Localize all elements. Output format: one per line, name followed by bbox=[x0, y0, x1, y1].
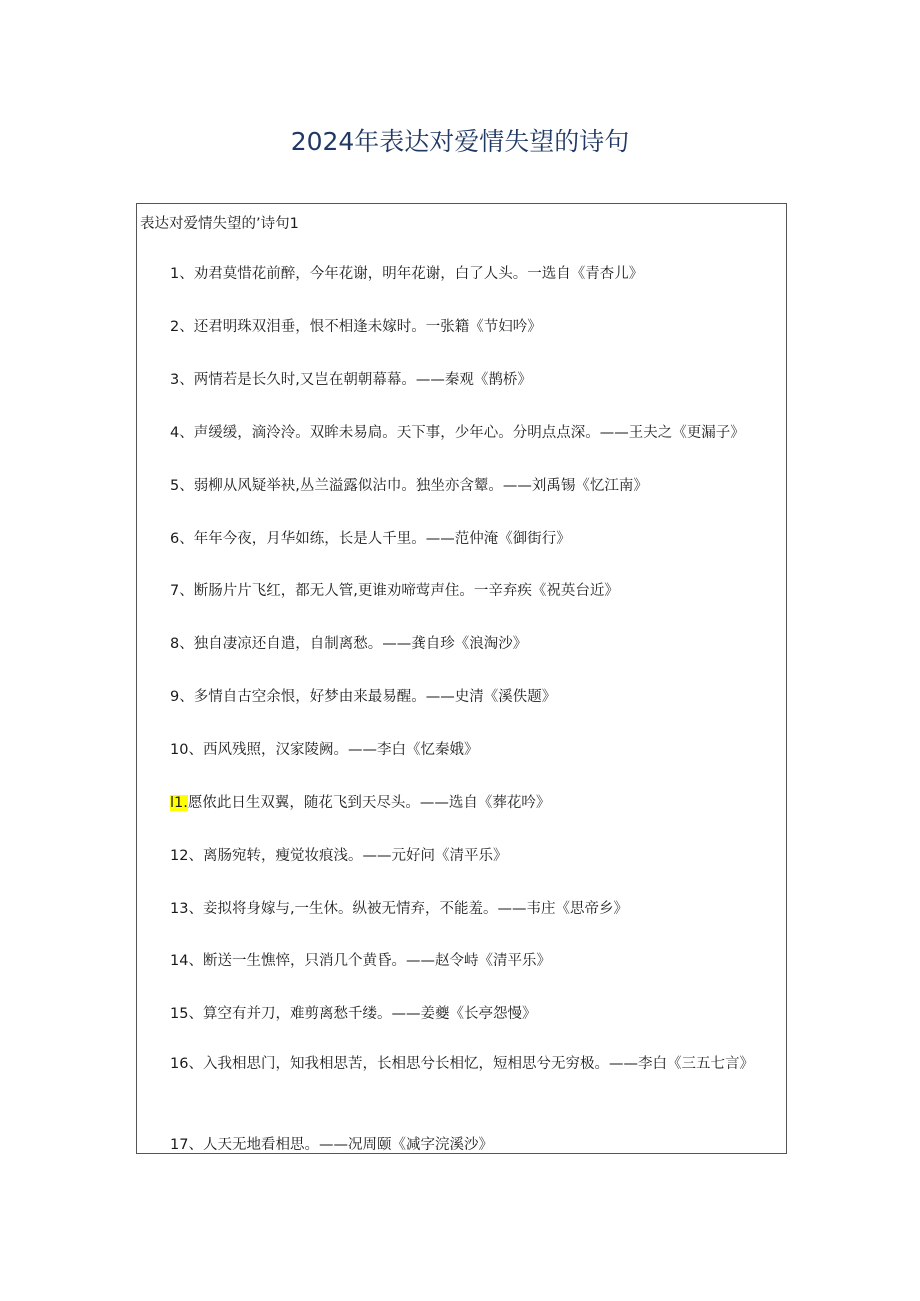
poem-line-14: 14、断送一生憔悴，只消几个黄昏。——赵令峙《清平乐》 bbox=[170, 953, 551, 969]
poem-line-13: 13、妾拟将身嫁与,一生休。纵被无情弃，不能羞。——韦庄《思帝乡》 bbox=[170, 901, 629, 917]
poem-line-9: 9、多情自古空余恨，好梦由来最易醒。——史清《溪佚题》 bbox=[170, 689, 557, 705]
poem-line-12: 12、离肠宛转，瘦觉妆痕浅。——元好问《清平乐》 bbox=[170, 848, 508, 864]
poem-line-6: 6、年年今夜，月华如练，长是人千里。——范仲淹《御街行》 bbox=[170, 531, 571, 547]
highlighted-number: l1. bbox=[170, 795, 188, 811]
poem-line-7: 7、断肠片片飞红，都无人管,更谁劝啼莺声住。一辛弃疾《祝英台近》 bbox=[170, 583, 619, 599]
poem-line-5: 5、弱柳从风疑举袂,丛兰溢露似沾巾。独坐亦含颦。——刘禹锡《忆江南》 bbox=[170, 478, 648, 494]
poem-line-11-text: 愿侬此日生双翼，随花飞到天尽头。——选自《葬花吟》 bbox=[187, 795, 551, 811]
poem-line-10: 10、西风残照，汉家陵阙。——李白《忆秦娥》 bbox=[170, 742, 479, 758]
poem-line-16: 16、入我相思门，知我相思苦，长相思兮长相忆，短相思兮无穷极。——李白《三五七言》 bbox=[170, 1056, 754, 1072]
poem-line-2: 2、还君明珠双泪垂，恨不相逢未嫁时。一张籍《节妇吟》 bbox=[170, 319, 542, 335]
poem-line-3: 3、两情若是长久时,又岂在朝朝幕幕。——秦观《鹊桥》 bbox=[170, 372, 532, 388]
document-title: 2024年表达对爱情失望的诗句 bbox=[290, 127, 630, 156]
poem-line-1: 1、劝君莫惜花前醉，今年花谢，明年花谢，白了人头。一选自《青杏儿》 bbox=[170, 266, 644, 282]
poem-line-4: 4、声缓缓，滴泠泠。双眸未易扃。天下事，少年心。分明点点深。——王夫之《更漏子》 bbox=[170, 425, 745, 441]
poem-list-box bbox=[136, 203, 787, 1154]
section-heading: 表达对爱情失望的’诗句1 bbox=[140, 216, 299, 232]
poem-line-8: 8、独自凄凉还自遣，自制离愁。——龚自珍《浪淘沙》 bbox=[170, 636, 528, 652]
poem-line-15: 15、算空有并刀，难剪离愁千缕。——姜夔《长亭怨慢》 bbox=[170, 1006, 537, 1022]
poem-line-17: 17、人天无地看相思。——况周颐《减字浣溪沙》 bbox=[170, 1137, 493, 1153]
poem-line-11 bbox=[170, 791, 550, 812]
